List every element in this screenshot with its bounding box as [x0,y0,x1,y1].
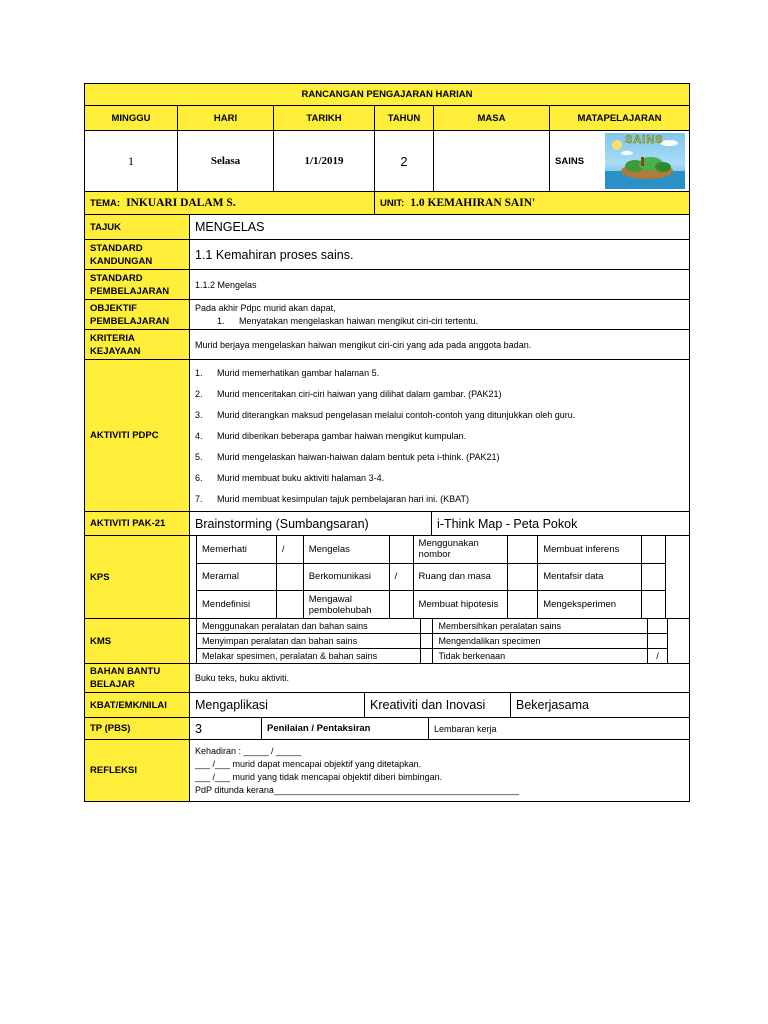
list-item: 5. Murid mengelaskan haiwan-haiwan dalam bentuk peta i-think. (PAK21) [195,451,500,462]
header-matapelajaran: MATAPELAJARAN [577,112,662,124]
kbat-row [85,693,689,718]
objektif-row [85,300,689,330]
matapelajaran-cell [550,131,689,191]
tarikh-value: 1/1/2019 [274,131,375,191]
kps-grid [196,536,666,618]
kriteria-value: Murid berjaya mengelaskan haiwan mengikut ciri-ciri yang ada pada anggota badan. [195,339,532,350]
refleksi-line: Kehadiran : _____ / _____ [195,745,302,756]
lesson-plan-table [84,83,690,802]
tema-unit-row [85,192,689,215]
kbat-value-2: Kreativiti dan Inovasi [365,693,511,717]
refleksi-line: PdP ditunda kerana_________________________________________________ [195,784,520,795]
bahan-value: Buku teks, buku aktiviti. [195,673,290,683]
table-row: Meramal Berkomunikasi / Ruang dan masa Mentafsir data [197,564,666,590]
unit-cell [375,192,689,214]
title-row [85,84,689,106]
penilaian-label: Penilaian / Pentaksiran [262,718,429,739]
tajuk-value: MENGELAS [195,220,265,234]
header-row [85,106,689,131]
unit-value: 1.0 KEMAHIRAN SAIN' [410,197,536,209]
tema-label: TEMA: [90,197,121,209]
table-row: Mendefinisi Mengawal pembolehubah Membuat hipotesis Mengeksperimen [197,590,666,618]
kps-label: KPS [85,536,190,618]
aktiviti-label: AKTIVITI PDPC [85,360,190,511]
unit-label: UNIT: [380,197,405,209]
list-item: 1. Murid memerhatikan gambar halaman 5. [195,367,380,378]
refleksi-line: ___ /___ murid yang tidak mencapai objektif diberi bimbingan. [195,771,443,782]
standard-kandungan-value: 1.1 Kemahiran proses sains. [195,247,354,262]
pak21-value-1: Brainstorming (Sumbangsaran) [190,512,432,535]
aktiviti-list [195,362,575,509]
kbat-value-1: Mengaplikasi [190,693,365,717]
objektif-intro: Pada akhir Pdpc murid akan dapat, [195,302,336,313]
kms-row [85,619,689,664]
tema-value: INKUARI DALAM S. [126,197,236,209]
objektif-item-text: Menyatakan mengelaskan haiwan mengikut ciri-ciri tertentu. [239,315,479,326]
tp-label: TP (PBS) [85,718,190,739]
refleksi-label: REFLEKSI [85,740,190,801]
objektif-item-number: 1. [217,315,225,326]
kms-label: KMS [85,619,190,663]
objektif-label: OBJEKTIF PEMBELAJARAN [85,300,190,329]
aktiviti-row [85,360,689,512]
tajuk-row [85,215,689,240]
pak21-label: AKTIVITI PAK-21 [85,512,190,535]
tp-row [85,718,689,740]
header-minggu: MINGGU [85,106,178,130]
pak21-row [85,512,689,536]
kriteria-label: KRITERIA KEJAYAAN [85,330,190,359]
kbat-value-3: Bekerjasama [516,698,589,712]
aktiviti-content [190,360,689,511]
minggu-value: 1 [85,131,178,191]
kbat-label: KBAT/EMK/NILAI [85,693,190,717]
hari-value: Selasa [178,131,274,191]
list-item: 2. Murid menceritakan ciri-ciri haiwan yang dilihat dalam gambar. (PAK21) [195,388,502,399]
standard-kandungan-row [85,240,689,270]
standard-pembelajaran-label: STANDARD PEMBELAJARAN [85,270,190,299]
tp-value: 3 [190,718,262,739]
table-row: Menggunakan peralatan dan bahan sains Membersihkan peralatan sains [197,619,668,634]
refleksi-row [85,740,689,801]
masa-value [434,131,550,191]
document-title: RANCANGAN PENGAJARAN HARIAN [301,89,473,100]
bahan-row [85,664,689,693]
kms-content [190,619,689,663]
table-row: Memerhati / Mengelas Menggunakan nombor Membuat inferens [197,536,666,564]
kriteria-row [85,330,689,360]
refleksi-content [190,740,689,801]
header-tahun: TAHUN [375,106,434,130]
refleksi-line: ___ /___ murid dapat mencapai objektif yang ditetapkan. [195,758,422,769]
objektif-item [195,315,478,328]
list-item: 7. Murid membuat kesimpulan tajuk pembelajaran hari ini. (KBAT) [195,493,469,504]
info-row [85,131,689,192]
header-hari: HARI [178,106,274,130]
standard-kandungan-label: STANDARD KANDUNGAN [85,240,190,269]
kps-row [85,536,689,619]
sains-logo-image [605,133,685,189]
kms-grid [196,619,668,663]
bahan-label: BAHAN BANTU BELAJAR [85,664,190,692]
logo-text: SAINS [625,134,664,146]
list-item: 3. Murid diterangkan maksud pengelasan melalui contoh-contoh yang ditunjukkan oleh guru. [195,409,576,420]
standard-pembelajaran-value: 1.1.2 Mengelas [195,279,257,290]
tajuk-label: TAJUK [85,215,190,239]
objektif-content [190,300,689,329]
pak21-value-2: i-Think Map - Peta Pokok [437,516,578,531]
list-item: 4. Murid diberikan beberapa gambar haiwan mengikut kumpulan. [195,430,467,441]
table-row: Melakar spesimen, peralatan & bahan sains Tidak berkenaan / [197,649,668,664]
table-row: Menyimpan peralatan dan bahan sains Mengendalikan specimen [197,634,668,649]
lembaran-value: Lembaran kerja [434,723,497,734]
tema-cell [85,192,375,214]
standard-pembelajaran-row [85,270,689,300]
header-masa: MASA [434,106,550,130]
kps-content [190,536,689,618]
header-tarikh: TARIKH [274,106,375,130]
matapelajaran-value: SAINS [555,155,585,167]
list-item: 6. Murid membuat buku aktiviti halaman 3-4. [195,472,385,483]
tahun-value: 2 [375,131,434,191]
